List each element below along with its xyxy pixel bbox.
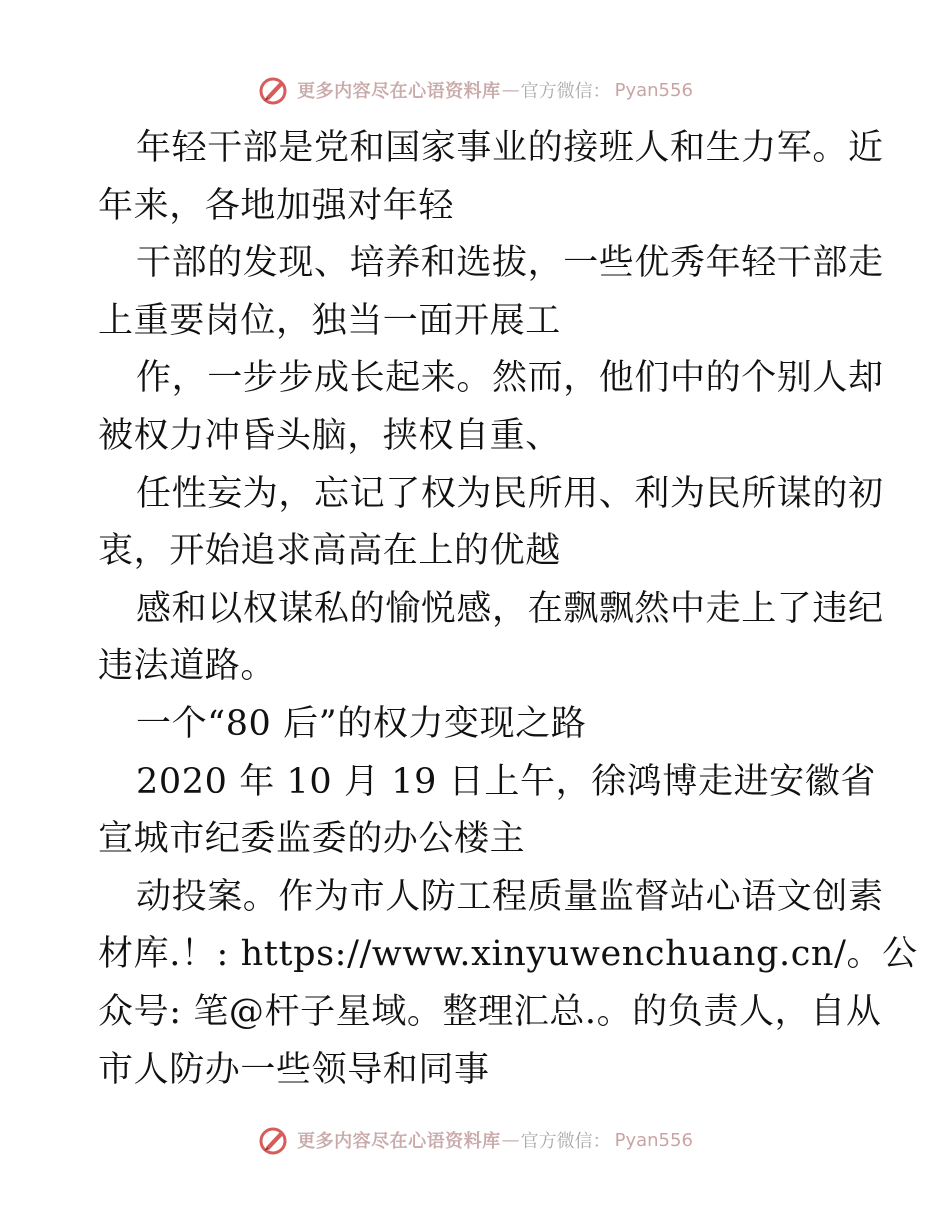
banner-wechat-id: Pyan556 (614, 79, 693, 101)
body-line: 宣城市纪委监委的办公楼主 (98, 819, 526, 860)
body-line: 上重要岗位，独当一面开展工 (98, 300, 561, 341)
body-line: 任性妄为，忘记了权为民所用、利为民所谋的初 (136, 473, 884, 514)
body-line: 作，一步步成长起来。然而，他们中的个别人却 (136, 358, 884, 399)
banner-wechat-id: Pyan556 (614, 1129, 693, 1151)
body-line: 动投案。作为市人防工程质量监督站心语文创素 (136, 876, 884, 917)
body-line: 衷，开始追求高高在上的优越 (98, 531, 561, 572)
quill-logo-icon (257, 1123, 291, 1157)
body-line: 市人防办一些领导和同事 (98, 1049, 490, 1090)
banner-dash: — (501, 1129, 520, 1151)
body-line: 违法道路。 (98, 646, 277, 687)
header-banner (0, 70, 950, 110)
body-line: 感和以权谋私的愉悦感，在飘飘然中走上了违纪 (136, 588, 884, 629)
banner-slogan: 更多内容尽在心语资料库 (297, 81, 501, 102)
banner-wechat-label: 官方微信： (520, 1131, 611, 1152)
body-line: 材库.！: https://www.xinyuwenchuang.cn/。公 (98, 934, 918, 975)
banner-slogan: 更多内容尽在心语资料库 (297, 1131, 501, 1152)
banner-wechat-label: 官方微信： (520, 81, 611, 102)
body-line: 2020 年 10 月 19 日上午，徐鸿博走进安徽省 (136, 761, 876, 802)
body-line: 众号: 笔@杆子星域。整理汇总.。的负责人，自从 (98, 991, 882, 1032)
section-heading: 一个“80 后”的权力变现之路 (136, 703, 587, 744)
body-line: 干部的发现、培养和选拔，一些优秀年轻干部走 (136, 243, 884, 284)
article-body (98, 120, 918, 1099)
body-line: 年来，各地加强对年轻 (98, 185, 455, 226)
banner-dash: — (501, 79, 520, 101)
body-line: 被权力冲昏头脑，挟权自重、 (98, 415, 561, 456)
quill-logo-icon (257, 73, 291, 107)
footer-banner (0, 1120, 950, 1160)
body-line: 年轻干部是党和国家事业的接班人和生力军。近 (136, 128, 884, 168)
